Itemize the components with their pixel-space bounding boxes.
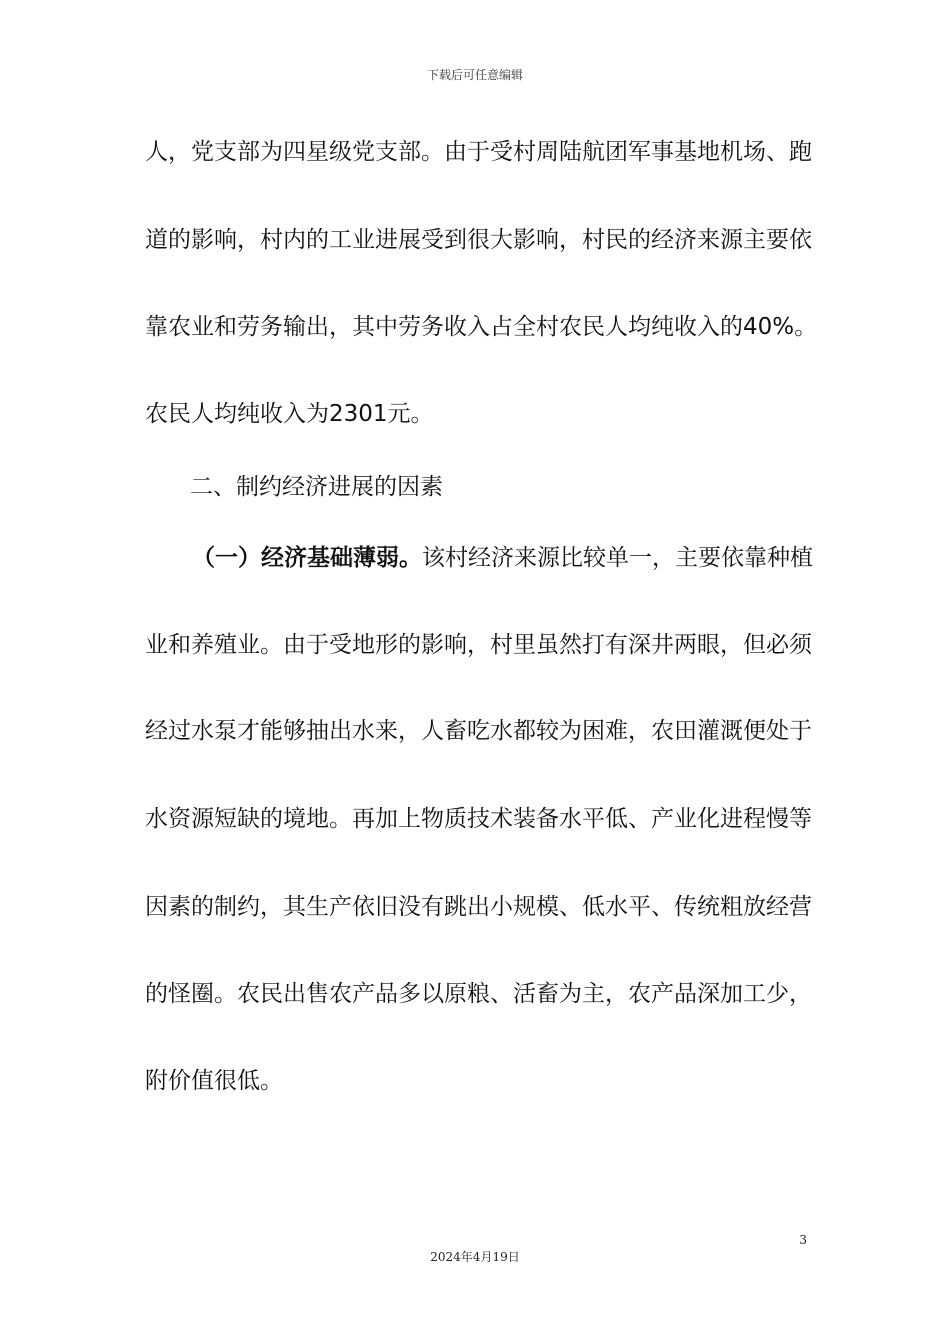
page-number: 3 bbox=[799, 1233, 807, 1247]
text-line: 业和养殖业。由于受地形的影响，村里虽然打有深井两眼，但必须 bbox=[145, 632, 812, 658]
text-line: 的怪圈。农民出售农产品多以原粮、活畜为主，农产品深加工少， bbox=[145, 981, 812, 1007]
text-line-rest: 该村经济来源比较单一，主要依靠种植 bbox=[422, 545, 813, 571]
text-line: 因素的制约，其生产依旧没有跳出小规模、低水平、传统粗放经营 bbox=[145, 894, 812, 920]
subsection-title: （一）经济基础薄弱。 bbox=[192, 545, 422, 571]
text-line: 水资源短缺的境地。再加上物质技术装备水平低、产业化进程慢等 bbox=[145, 806, 812, 832]
text-line: 道的影响，村内的工业进展受到很大影响，村民的经济来源主要依 bbox=[145, 227, 812, 253]
text-line: 靠农业和劳务输出，其中劳务收入占全村农民人均纯收入的40%。 bbox=[145, 314, 818, 340]
footer-date: 2024年4月19日 bbox=[430, 1250, 520, 1264]
text-line: 农民人均纯收入为2301元。 bbox=[145, 401, 434, 427]
text-line: 经过水泵才能够抽出水来，人畜吃水都较为困难，农田灌溉便处于 bbox=[145, 718, 812, 744]
text-line: 附价值很低。 bbox=[145, 1068, 283, 1094]
text-line bbox=[192, 547, 813, 570]
text-line: 人，党支部为四星级党支部。由于受村周陆航团军事基地机场、跑 bbox=[145, 139, 812, 165]
page-header: 下载后可任意编辑 bbox=[426, 68, 523, 82]
section-heading: 二、制约经济进展的因素 bbox=[190, 474, 443, 500]
